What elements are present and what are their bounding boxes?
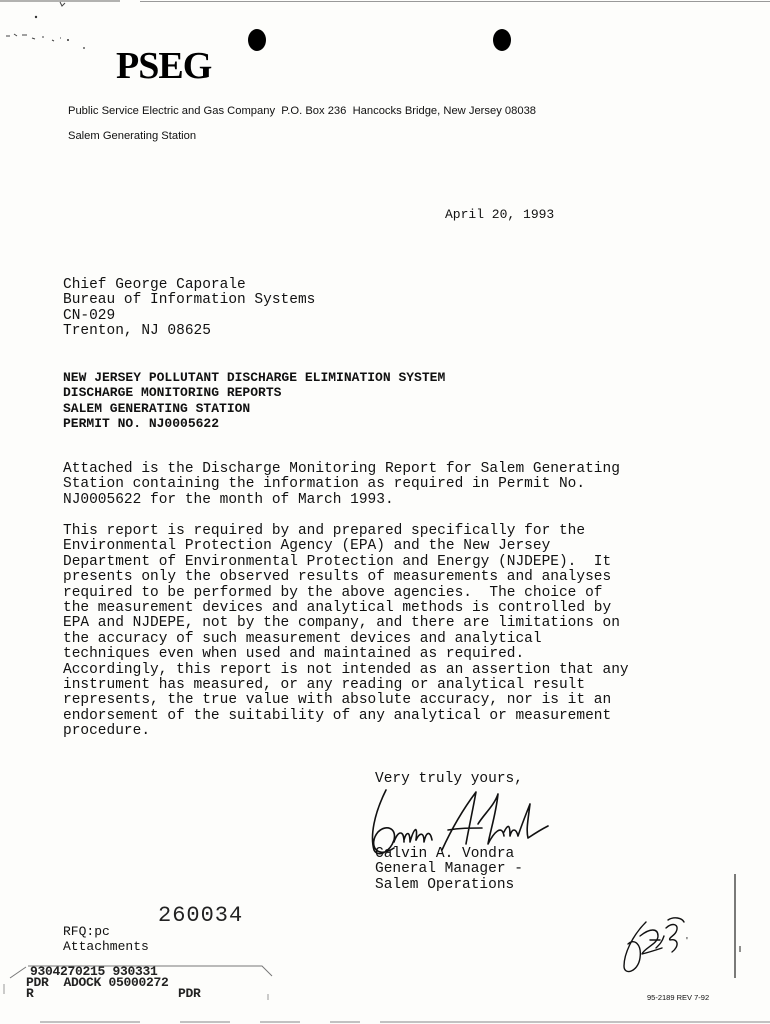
body-line: EPA and NJDEPE, not by the company, and there are limitations on: [63, 615, 620, 632]
body-line: the measurement devices and analytical methods is controlled by: [63, 600, 612, 617]
body-line: represents, the true value with absolute accuracy, nor is it an: [63, 692, 612, 709]
body-line: Station containing the information as required in Permit No.: [63, 476, 586, 493]
body-line: techniques even when used and maintained as required.: [63, 646, 525, 663]
signer-title: General Manager -: [375, 861, 523, 878]
closing-salutation: Very truly yours,: [375, 771, 523, 787]
recipient-block: [63, 278, 315, 340]
initials: RFQ:pc: [63, 924, 110, 939]
signer-title: Salem Operations: [375, 876, 515, 893]
document-number: 260034: [158, 903, 244, 928]
subject-line: PERMIT NO. NJ0005622: [63, 416, 220, 432]
body-line: NJ0005622 for the month of March 1993.: [63, 491, 394, 508]
docket-number: PDR ADOCK 05000272: [26, 975, 169, 990]
subject-block: [63, 370, 445, 432]
logo-dot-left: [248, 29, 266, 51]
bottom-edge: [0, 1016, 770, 1024]
stamp-pdr: PDR: [178, 986, 201, 1001]
body-line: Environmental Protection Agency (EPA) and the New Jersey: [63, 538, 551, 555]
body-line: endorsement of the suitability of any analytical or measurement: [63, 707, 612, 724]
top-edge-line: [140, 1, 770, 2]
station-name: Salem Generating Station: [68, 130, 197, 142]
body-line: procedure.: [63, 723, 151, 740]
body-line: This report is required by and prepared specifically for the: [63, 523, 586, 539]
recipient-name: Chief George Caporale: [63, 277, 246, 293]
subject-line: DISCHARGE MONITORING REPORTS: [63, 385, 282, 401]
recipient-city: Trenton, NJ 08625: [63, 323, 211, 340]
subject-line: NEW JERSEY POLLUTANT DISCHARGE ELIMINATION SYSTEM: [63, 370, 446, 385]
closing-block: [375, 847, 523, 893]
body-line: presents only the observed results of measurements and analyses: [63, 569, 612, 586]
body-line: the accuracy of such measurement devices and analytical: [63, 630, 542, 647]
accession-number: 9304270215 930331: [30, 964, 158, 979]
scan-noise: [0, 0, 120, 60]
recipient-bureau: Bureau of Information Systems: [63, 292, 316, 309]
company-address: Public Service Electric and Gas Company P.O. Box 236 Hancocks Bridge, New Jersey 08038: [68, 105, 537, 117]
pseg-logo: PSEG: [116, 45, 212, 87]
form-number: 95-2189 REV 7-92: [647, 993, 710, 1002]
paragraph-2: [63, 524, 629, 740]
attachments-label: Attachments: [63, 939, 149, 954]
subject-line: SALEM GENERATING STATION: [63, 400, 251, 416]
signer-name: Calvin A. Vondra: [375, 846, 515, 862]
margin-marks: [728, 874, 752, 994]
body-line: Department of Environmental Protection and Energy (NJDEPE). It: [63, 553, 612, 570]
body-line: required to be performed by the above agencies. The choice of: [63, 584, 603, 601]
letter-date: April 20, 1993: [445, 207, 555, 222]
paragraph-1: [63, 462, 620, 508]
logo-dot-right: [493, 29, 511, 51]
body-line: Attached is the Discharge Monitoring Report for Salem Generating: [63, 461, 620, 477]
handwritten-mark: [610, 914, 690, 980]
body-line: Accordingly, this report is not intended as an assertion that any: [63, 661, 629, 678]
body-line: instrument has measured, or any reading or analytical result: [63, 677, 586, 694]
recipient-cn: CN-029: [63, 307, 116, 324]
svg-text:': ': [686, 936, 688, 947]
stamp-r: R: [26, 986, 34, 1001]
